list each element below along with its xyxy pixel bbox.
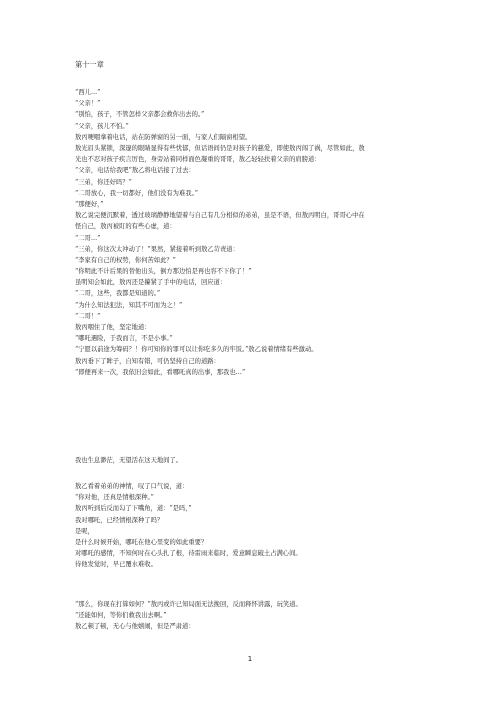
text-line: 敖乙顿了顿，无心与他嬉闹，但是严肃道： [75,623,195,631]
text-line: “那便好，” [75,200,104,208]
text-line: “你明此不计后果的替他出头，倒方那边怕是再也容不下你了！” [75,268,252,276]
text-line: 敖丙垂下了眸子，自知有错，可仍坚持自己的道路： [75,357,220,365]
text-line: “二哥！” [75,312,101,320]
text-line: “二哥，这些，我都是知道的。” [75,290,161,298]
text-line: 敖丙哽咽拿着电话，站在防弹窗的另一面，与家人们隔窗相望。 [75,133,252,141]
text-line: “父亲，电话给我吧”敖乙将电话接了过去： [75,167,195,175]
text-line: 是什么时候开始，哪吒在他心里变的如此重要？ [75,538,208,546]
text-line: 敖光眉头紧锁，深邃的眼睛显得有些忧郁，但话语间仍是对孩子的慈爱，即使敖丙闯了祸，尽管如此，敖 [75,145,365,152]
text-line: 是呢， [75,527,94,535]
text-line: 敖乙说完便沉默着，透过玻璃静静地望着与自己有几分相似的弟弟，虽是不语，但敖丙明白，哥哥心中在 [75,212,365,220]
text-line: “为什么知法犯法，知其不可而为之！” [75,301,183,309]
paragraph [75,481,427,571]
paragraph [75,143,427,378]
text-line: “二哥放心，我一切都好，他们没有为难我。” [75,189,198,197]
paragraph [75,599,427,633]
text-line: “还能如何，等你们救我出去啊。” [75,612,167,620]
paragraph [75,455,427,466]
text-line: “宁愿以前途为筹码？！你可知你的罪可以让你吃多久的牢饭。”敖乙说着情绪有些激动。 [75,346,318,354]
text-line: “父亲，孩儿不怕。” [75,122,129,130]
text-line: “李家有自己的权势，你何苦如此？” [75,256,176,264]
text-line: “你对他，还真是情根深种。” [75,494,154,502]
text-line: “西儿…” [75,89,101,96]
text-line: “三弟，你这次太冲动了！”果然，紧接着听到敖乙苛责道： [75,245,239,253]
text-line: “二哥…” [75,234,101,242]
text-line: 待他发觉时，早已覆水难收。 [75,561,157,569]
text-line: “那么，你现在打算如何？”敖丙或许已知局面无法挽回，反而释怀讲露，玩笑道。 [75,601,302,608]
text-line: 我也生息渺茫，无望活在这天地间了。 [75,457,183,464]
text-line: “父亲！” [75,100,101,108]
text-line: 敖乙看着弟弟的神情，叹了口气说，道： [75,483,189,490]
text-line: “哪吒遇险，于我而言，不是小事。” [75,335,173,343]
text-line: 虽明知会如此，敖丙还是攥紧了手中的电话，回应道： [75,279,227,287]
text-line: “三弟，你还好吗？” [75,178,132,186]
text-line: “别怕，孩子，不管怎样父亲都会救你出去的。” [75,111,205,119]
text-line: 怪自己，敖丙被盯的有些心虚，道： [75,223,176,231]
paragraph [75,87,427,143]
text-line: 对哪吒的感情，不知何时在心头扎了根，待雷雨来临时，爱意瞬息破土占满心间。 [75,550,302,558]
text-line: “即便再来一次，我依旧会如此，看哪吒真的出事，那我也…” [75,368,246,376]
text-line: 敖丙咽住了他，坚定地道： [75,324,151,331]
text-line: 光也不忍对孩子疾言厉色，身旁站着同样面色凝重的哥哥，敖乙轻轻扶着父亲的肩膀道： [75,156,321,164]
text-line: 敖丙听到后反而勾了下嘴角，道：“是吗，” [75,505,192,513]
text-line: 我对哪吒，已经情根深种了吗？ [75,516,164,524]
chapter-title: 第十一章 [75,60,104,69]
page-number: 1 [247,655,253,663]
